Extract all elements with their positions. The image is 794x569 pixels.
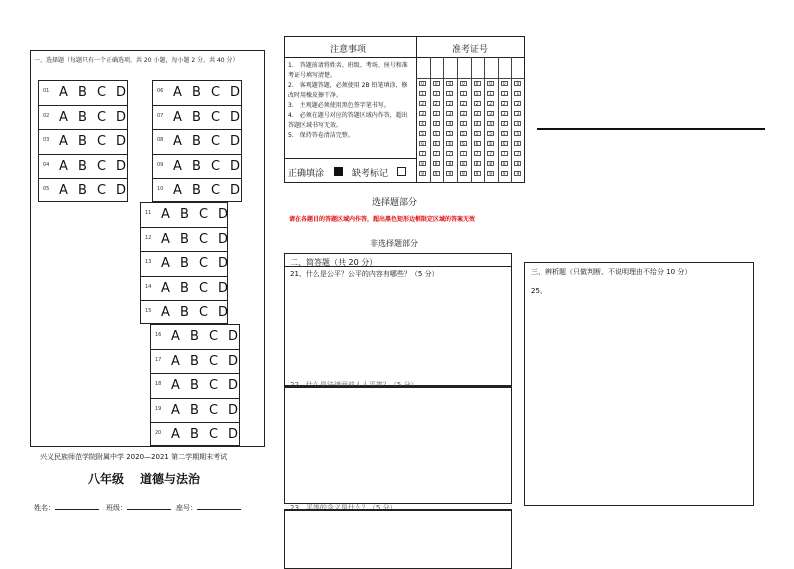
seat-label: 座号： bbox=[176, 504, 197, 512]
question-number: 19 bbox=[155, 405, 162, 412]
option-d-bubble[interactable]: D bbox=[218, 207, 229, 222]
id-digit-bubble[interactable]: 4 bbox=[446, 121, 453, 126]
answer-area-23[interactable] bbox=[284, 509, 512, 569]
id-digit-bubble[interactable]: 9 bbox=[419, 171, 426, 176]
notice-item: 5. 保持答卷清洁完整。 bbox=[288, 132, 354, 139]
option-c-bubble[interactable]: C bbox=[97, 85, 107, 100]
id-digit-bubble[interactable]: 0 bbox=[446, 81, 453, 86]
option-d-bubble[interactable]: D bbox=[218, 280, 229, 296]
id-digit-bubble[interactable]: 2 bbox=[446, 101, 453, 106]
choice-row bbox=[141, 276, 227, 300]
option-b-bubble[interactable]: B bbox=[78, 85, 87, 100]
choice-row bbox=[39, 81, 127, 105]
id-digit-bubble[interactable]: 3 bbox=[474, 111, 481, 116]
notice-header: 注意事项 bbox=[330, 45, 367, 55]
notice-items bbox=[288, 61, 412, 141]
id-digit-bubble[interactable]: 9 bbox=[446, 171, 453, 176]
grade-label: 八年级 bbox=[88, 472, 125, 486]
answer-area-25[interactable] bbox=[526, 298, 752, 504]
choice-block-1 bbox=[38, 80, 128, 202]
id-digit-bubble[interactable]: 9 bbox=[474, 171, 481, 176]
id-digit-bubble[interactable]: 2 bbox=[501, 101, 508, 106]
id-digit-bubble[interactable]: 8 bbox=[474, 161, 481, 166]
id-digit-bubble[interactable]: 5 bbox=[474, 131, 481, 136]
option-b-bubble[interactable]: B bbox=[78, 182, 87, 198]
red-warning-note: 请在各题目的答题区域内作答，超出黑色矩形边框限定区域的答案无效 bbox=[289, 216, 476, 223]
option-c-bubble[interactable]: C bbox=[199, 304, 209, 320]
correct-fill-label: 正确填涂 bbox=[288, 169, 325, 179]
id-digit-bubble[interactable]: 6 bbox=[487, 141, 494, 146]
option-d-bubble[interactable]: D bbox=[228, 354, 239, 370]
option-b-bubble[interactable]: B bbox=[192, 182, 201, 198]
option-d-bubble[interactable]: D bbox=[116, 182, 127, 198]
option-c-bubble[interactable]: C bbox=[211, 158, 221, 174]
id-digit-bubble[interactable]: 0 bbox=[419, 81, 426, 86]
option-d-bubble[interactable]: D bbox=[116, 158, 127, 174]
id-column-divider bbox=[471, 57, 472, 183]
id-digit-bubble[interactable]: 7 bbox=[487, 151, 494, 156]
option-c-bubble[interactable]: C bbox=[209, 426, 219, 442]
id-digit-bubble[interactable]: 2 bbox=[514, 101, 521, 106]
id-digit-bubble[interactable]: 0 bbox=[501, 81, 508, 86]
option-a-bubble[interactable]: A bbox=[171, 402, 180, 418]
option-d-bubble[interactable]: D bbox=[228, 426, 239, 442]
id-digit-bubble[interactable]: 8 bbox=[460, 161, 467, 166]
question-number: 12 bbox=[145, 235, 152, 242]
school-line: 兴义民族师范学院附属中学 2020—2021 第二学期期末考试 bbox=[40, 453, 228, 461]
option-b-bubble[interactable]: B bbox=[192, 85, 201, 100]
question-number: 04 bbox=[43, 161, 50, 168]
id-column-divider bbox=[457, 57, 458, 183]
question-number: 15 bbox=[145, 307, 152, 314]
exam-id-header: 准考证号 bbox=[452, 45, 489, 55]
question-number: 08 bbox=[157, 137, 164, 144]
id-digit-bubble[interactable]: 7 bbox=[474, 151, 481, 156]
option-b-bubble[interactable]: B bbox=[190, 378, 199, 394]
option-c-bubble[interactable]: C bbox=[199, 232, 209, 248]
id-digit-bubble[interactable]: 1 bbox=[474, 91, 481, 96]
option-c-bubble[interactable]: C bbox=[97, 134, 107, 150]
question-22: 22、什么是法律面前人人平等？（5 分） bbox=[290, 381, 418, 389]
option-d-bubble[interactable]: D bbox=[230, 110, 241, 126]
option-a-bubble[interactable]: A bbox=[173, 134, 182, 150]
question-number: 02 bbox=[43, 113, 50, 120]
option-a-bubble[interactable]: A bbox=[171, 329, 180, 344]
option-b-bubble[interactable]: B bbox=[190, 402, 199, 418]
id-digit-bubble[interactable]: 3 bbox=[487, 111, 494, 116]
option-d-bubble[interactable]: D bbox=[230, 158, 241, 174]
option-c-bubble[interactable]: C bbox=[199, 256, 209, 272]
option-b-bubble[interactable]: B bbox=[180, 207, 189, 222]
exam-id-grid[interactable] bbox=[416, 57, 525, 183]
id-digit-bubble[interactable]: 6 bbox=[433, 141, 440, 146]
id-digit-bubble[interactable]: 5 bbox=[460, 131, 467, 136]
question-number: 06 bbox=[157, 88, 164, 94]
notice-item: 2. 客观题答题，必须使用 2B 铅笔填涂，修改时用橡皮擦干净。 bbox=[288, 82, 408, 99]
seat-field[interactable] bbox=[176, 503, 241, 513]
id-digit-bubble[interactable]: 6 bbox=[501, 141, 508, 146]
option-c-bubble[interactable]: C bbox=[199, 207, 209, 222]
answer-area-22[interactable] bbox=[284, 386, 512, 504]
id-digit-bubble[interactable]: 6 bbox=[460, 141, 467, 146]
id-digit-bubble[interactable]: 5 bbox=[514, 131, 521, 136]
id-digit-bubble[interactable]: 6 bbox=[514, 141, 521, 146]
id-digit-bubble[interactable]: 1 bbox=[487, 91, 494, 96]
id-digit-bubble[interactable]: 3 bbox=[419, 111, 426, 116]
notice-item: 4. 必须在题号对应的答题区域内作答，超出答题区域书写无效。 bbox=[288, 112, 408, 129]
option-d-bubble[interactable]: D bbox=[218, 304, 229, 320]
id-digit-bubble[interactable]: 8 bbox=[514, 161, 521, 166]
class-field[interactable] bbox=[106, 503, 171, 513]
discrimination-title: 三、辨析题（只做判断、不说明理由不给分 10 分） bbox=[531, 268, 692, 276]
id-digit-bubble[interactable]: 4 bbox=[419, 121, 426, 126]
option-d-bubble[interactable]: D bbox=[230, 134, 241, 150]
fill-legend-divider bbox=[284, 158, 416, 159]
id-digit-bubble[interactable]: 8 bbox=[419, 161, 426, 166]
option-a-bubble[interactable]: A bbox=[171, 426, 180, 442]
choice-row bbox=[39, 129, 127, 153]
question-number: 13 bbox=[145, 259, 152, 266]
option-d-bubble[interactable]: D bbox=[218, 256, 229, 272]
id-digit-bubble[interactable]: 5 bbox=[433, 131, 440, 136]
id-digit-bubble[interactable]: 3 bbox=[460, 111, 467, 116]
id-digit-bubble[interactable]: 2 bbox=[460, 101, 467, 106]
name-label: 姓名： bbox=[34, 504, 55, 512]
option-d-bubble[interactable]: D bbox=[230, 85, 241, 100]
choice-row bbox=[153, 81, 241, 105]
choice-row bbox=[151, 398, 239, 422]
choice-row bbox=[141, 227, 227, 251]
id-digit-bubble[interactable]: 5 bbox=[419, 131, 426, 136]
id-digit-bubble[interactable]: 1 bbox=[460, 91, 467, 96]
id-column-divider bbox=[484, 57, 485, 183]
subject-label: 道德与法治 bbox=[140, 472, 201, 486]
id-digit-bubble[interactable]: 9 bbox=[514, 171, 521, 176]
question-number: 01 bbox=[43, 88, 50, 94]
choice-row bbox=[141, 300, 227, 324]
choice-section-title: 一、选择题（每题只有一个正确选项，共 20 小题，每小题 2 分，共 40 分） bbox=[34, 57, 239, 64]
option-d-bubble[interactable]: D bbox=[228, 378, 239, 394]
id-digit-bubble[interactable]: 9 bbox=[433, 171, 440, 176]
id-column-divider bbox=[511, 57, 512, 183]
id-digit-bubble[interactable]: 3 bbox=[446, 111, 453, 116]
option-a-bubble[interactable]: A bbox=[173, 110, 182, 126]
id-digit-bubble[interactable]: 2 bbox=[419, 101, 426, 106]
question-23: 23、平等的含义是什么？（5 分） bbox=[290, 504, 397, 512]
id-digit-bubble[interactable]: 8 bbox=[487, 161, 494, 166]
option-a-bubble[interactable]: A bbox=[161, 207, 170, 222]
choice-row bbox=[39, 178, 127, 202]
filled-square-icon bbox=[334, 167, 343, 176]
choice-row bbox=[141, 251, 227, 275]
id-digit-bubble[interactable]: 0 bbox=[514, 81, 521, 86]
question-21: 21、什么是公平？公平的内容有哪些？（5 分） bbox=[290, 270, 439, 278]
option-a-bubble[interactable]: A bbox=[171, 354, 180, 370]
id-digit-bubble[interactable]: 5 bbox=[501, 131, 508, 136]
option-b-bubble[interactable]: B bbox=[180, 232, 189, 248]
id-digit-bubble[interactable]: 7 bbox=[501, 151, 508, 156]
option-c-bubble[interactable]: C bbox=[199, 280, 209, 296]
choice-row bbox=[141, 203, 227, 227]
option-a-bubble[interactable]: A bbox=[173, 85, 182, 100]
option-d-bubble[interactable]: D bbox=[218, 232, 229, 248]
id-digit-bubble[interactable]: 8 bbox=[446, 161, 453, 166]
id-digit-bubble[interactable]: 4 bbox=[460, 121, 467, 126]
name-field[interactable] bbox=[34, 503, 99, 513]
question-25: 25、 bbox=[531, 287, 547, 295]
question-number: 07 bbox=[157, 113, 164, 120]
id-digit-bubble[interactable]: 9 bbox=[460, 171, 467, 176]
choice-row bbox=[39, 105, 127, 129]
id-digit-bubble[interactable]: 3 bbox=[514, 111, 521, 116]
fold-line bbox=[537, 128, 765, 130]
answer-area-21[interactable] bbox=[285, 280, 511, 384]
id-digit-bubble[interactable]: 1 bbox=[446, 91, 453, 96]
id-digit-bubble[interactable]: 2 bbox=[487, 101, 494, 106]
option-a-bubble[interactable]: A bbox=[161, 232, 170, 248]
option-b-bubble[interactable]: B bbox=[78, 110, 87, 126]
option-c-bubble[interactable]: C bbox=[209, 354, 219, 370]
id-column-divider bbox=[498, 57, 499, 183]
choice-block-3 bbox=[140, 202, 228, 324]
option-a-bubble[interactable]: A bbox=[59, 182, 68, 198]
option-a-bubble[interactable]: A bbox=[171, 378, 180, 394]
id-digit-bubble[interactable]: 5 bbox=[446, 131, 453, 136]
question-number: 20 bbox=[155, 429, 162, 436]
id-digit-bubble[interactable]: 7 bbox=[514, 151, 521, 156]
choice-row bbox=[151, 325, 239, 349]
option-b-bubble[interactable]: B bbox=[180, 256, 189, 272]
option-d-bubble[interactable]: D bbox=[116, 85, 127, 100]
option-a-bubble[interactable]: A bbox=[173, 182, 182, 198]
option-b-bubble[interactable]: B bbox=[180, 280, 189, 296]
id-digit-bubble[interactable]: 1 bbox=[514, 91, 521, 96]
option-a-bubble[interactable]: A bbox=[161, 280, 170, 296]
option-b-bubble[interactable]: B bbox=[190, 426, 199, 442]
option-c-bubble[interactable]: C bbox=[211, 182, 221, 198]
id-digit-bubble[interactable]: 7 bbox=[460, 151, 467, 156]
id-entry-row-divider bbox=[416, 78, 525, 79]
question-number: 11 bbox=[145, 210, 152, 216]
choice-row bbox=[151, 349, 239, 373]
option-b-bubble[interactable]: B bbox=[180, 304, 189, 320]
option-a-bubble[interactable]: A bbox=[59, 134, 68, 150]
absent-mark-label: 缺考标记 bbox=[352, 169, 389, 179]
option-a-bubble[interactable]: A bbox=[173, 158, 182, 174]
option-c-bubble[interactable]: C bbox=[97, 110, 107, 126]
option-d-bubble[interactable]: D bbox=[116, 110, 127, 126]
id-digit-bubble[interactable]: 3 bbox=[501, 111, 508, 116]
choice-row bbox=[153, 154, 241, 178]
option-c-bubble[interactable]: C bbox=[211, 110, 221, 126]
choice-block-2 bbox=[152, 80, 242, 202]
option-c-bubble[interactable]: C bbox=[97, 158, 107, 174]
id-digit-bubble[interactable]: 6 bbox=[474, 141, 481, 146]
option-b-bubble[interactable]: B bbox=[190, 329, 199, 344]
id-digit-bubble[interactable]: 4 bbox=[474, 121, 481, 126]
option-a-bubble[interactable]: A bbox=[161, 304, 170, 320]
option-c-bubble[interactable]: C bbox=[211, 134, 221, 150]
question-number: 10 bbox=[157, 185, 164, 192]
option-c-bubble[interactable]: C bbox=[211, 85, 221, 100]
id-digit-bubble[interactable]: 9 bbox=[487, 171, 494, 176]
id-digit-bubble[interactable]: 7 bbox=[419, 151, 426, 156]
id-digit-bubble[interactable]: 4 bbox=[501, 121, 508, 126]
question-number: 14 bbox=[145, 283, 152, 290]
id-digit-bubble[interactable]: 0 bbox=[460, 81, 467, 86]
choice-row bbox=[151, 373, 239, 397]
choice-block-4 bbox=[150, 324, 240, 446]
choice-row bbox=[153, 129, 241, 153]
option-d-bubble[interactable]: D bbox=[116, 134, 127, 150]
id-digit-bubble[interactable]: 1 bbox=[419, 91, 426, 96]
id-digit-bubble[interactable]: 2 bbox=[474, 101, 481, 106]
id-digit-bubble[interactable]: 6 bbox=[419, 141, 426, 146]
absent-checkbox[interactable] bbox=[397, 167, 406, 176]
short-title-divider bbox=[284, 266, 512, 267]
option-c-bubble[interactable]: C bbox=[209, 402, 219, 418]
question-number: 17 bbox=[155, 357, 162, 364]
id-digit-bubble[interactable]: 4 bbox=[433, 121, 440, 126]
id-digit-bubble[interactable]: 1 bbox=[501, 91, 508, 96]
option-b-bubble[interactable]: B bbox=[192, 110, 201, 126]
id-digit-bubble[interactable]: 8 bbox=[433, 161, 440, 166]
option-b-bubble[interactable]: B bbox=[78, 158, 87, 174]
id-digit-bubble[interactable]: 0 bbox=[433, 81, 440, 86]
id-digit-bubble[interactable]: 0 bbox=[487, 81, 494, 86]
id-digit-bubble[interactable]: 6 bbox=[446, 141, 453, 146]
option-a-bubble[interactable]: A bbox=[59, 158, 68, 174]
id-digit-bubble[interactable]: 3 bbox=[433, 111, 440, 116]
id-digit-bubble[interactable]: 4 bbox=[487, 121, 494, 126]
id-digit-bubble[interactable]: 7 bbox=[446, 151, 453, 156]
option-b-bubble[interactable]: B bbox=[190, 354, 199, 370]
notice-item: 3. 主观题必须使用黑色签字笔书写。 bbox=[288, 102, 390, 109]
short-answer-title: 二、简答题（共 20 分） bbox=[290, 258, 378, 267]
id-digit-bubble[interactable]: 5 bbox=[487, 131, 494, 136]
id-digit-bubble[interactable]: 4 bbox=[514, 121, 521, 126]
id-column-divider bbox=[430, 57, 431, 183]
question-number: 09 bbox=[157, 161, 164, 168]
option-d-bubble[interactable]: D bbox=[228, 402, 239, 418]
option-a-bubble[interactable]: A bbox=[59, 110, 68, 126]
option-c-bubble[interactable]: C bbox=[209, 378, 219, 394]
id-digit-bubble[interactable]: 7 bbox=[433, 151, 440, 156]
option-d-bubble[interactable]: D bbox=[228, 329, 239, 344]
option-c-bubble[interactable]: C bbox=[209, 329, 219, 344]
choice-row bbox=[39, 154, 127, 178]
question-number: 03 bbox=[43, 137, 50, 144]
choice-part-label: 选择题部分 bbox=[372, 198, 418, 208]
option-c-bubble[interactable]: C bbox=[97, 182, 107, 198]
question-number: 16 bbox=[155, 332, 162, 338]
option-b-bubble[interactable]: B bbox=[78, 134, 87, 150]
non-choice-part-label: 非选择题部分 bbox=[370, 239, 418, 248]
id-column-divider bbox=[443, 57, 444, 183]
id-digit-bubble[interactable]: 2 bbox=[433, 101, 440, 106]
option-b-bubble[interactable]: B bbox=[192, 158, 201, 174]
choice-row bbox=[153, 105, 241, 129]
choice-row bbox=[153, 178, 241, 202]
class-label: 班级： bbox=[106, 504, 127, 512]
id-digit-bubble[interactable]: 1 bbox=[433, 91, 440, 96]
option-a-bubble[interactable]: A bbox=[59, 85, 68, 100]
option-d-bubble[interactable]: D bbox=[230, 182, 241, 198]
question-number: 05 bbox=[43, 185, 50, 192]
option-a-bubble[interactable]: A bbox=[161, 256, 170, 272]
question-number: 18 bbox=[155, 381, 162, 388]
id-digit-bubble[interactable]: 9 bbox=[501, 171, 508, 176]
id-digit-bubble[interactable]: 8 bbox=[501, 161, 508, 166]
option-b-bubble[interactable]: B bbox=[192, 134, 201, 150]
id-digit-bubble[interactable]: 0 bbox=[474, 81, 481, 86]
notice-item: 1. 答题前请将姓名、班级、考场、座号和准考证号填写清楚。 bbox=[288, 62, 408, 79]
choice-row bbox=[151, 422, 239, 446]
